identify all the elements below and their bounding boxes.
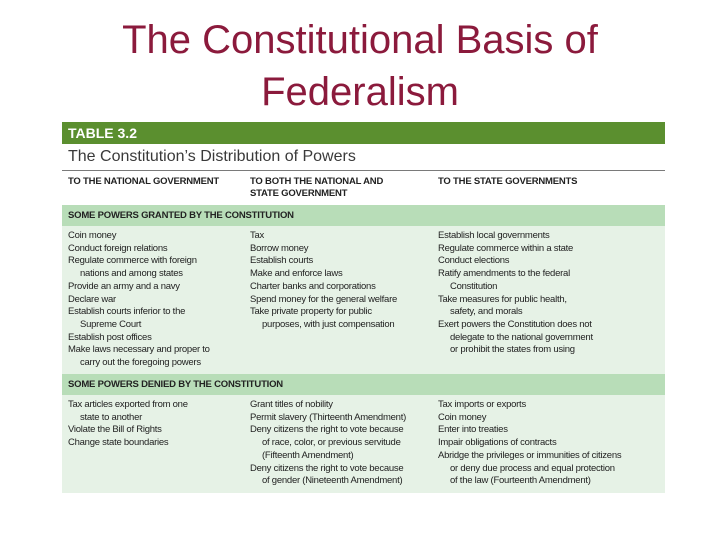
item-text: Provide an army and a navy (68, 280, 180, 292)
list-item (68, 255, 210, 280)
item-continuation: safety, and morals (450, 306, 523, 318)
item-text: Ratify amendments to the federal (438, 268, 570, 280)
item-text: Declare war (68, 293, 116, 305)
denied-state-list (438, 399, 621, 488)
item-continuation: state to another (80, 411, 143, 423)
slide-title-line-1: The Constitutional Basis of (122, 18, 598, 62)
list-item (250, 268, 397, 281)
item-text: Borrow money (250, 242, 309, 254)
column-headers (62, 171, 665, 205)
item-text: Change state boundaries (68, 437, 169, 449)
list-item (68, 230, 210, 243)
list-item (68, 294, 210, 307)
list-item (438, 319, 593, 357)
list-item (250, 281, 397, 294)
item-text: Regulate commerce with foreign (68, 255, 197, 267)
item-continuation: or prohibit the states from using (450, 344, 575, 356)
item-text: Establish courts inferior to the (68, 306, 186, 318)
item-text: Make laws necessary and proper to (68, 344, 210, 356)
list-item (438, 294, 593, 319)
item-text: Exert powers the Constitution does not (438, 318, 592, 330)
list-item (250, 243, 397, 256)
item-text: Deny citizens the right to vote because (250, 424, 404, 436)
item-text: Charter banks and corporations (250, 280, 376, 292)
item-text: Permit slavery (Thirteenth Amendment) (250, 411, 407, 423)
powers-table (62, 122, 665, 498)
item-continuation: carry out the foregoing powers (80, 357, 201, 369)
list-item (250, 255, 397, 268)
slide-title-line-2: Federalism (261, 70, 459, 114)
list-item (438, 437, 621, 450)
list-item (250, 424, 406, 462)
list-item (68, 399, 188, 424)
list-item (438, 424, 621, 437)
list-item (438, 243, 593, 256)
item-continuation: nations and among states (80, 268, 183, 280)
item-text: Establish local governments (438, 230, 550, 241)
list-item (250, 230, 397, 243)
column-header-national: TO THE NATIONAL GOVERNMENT (68, 176, 220, 187)
item-text: Take private property for public (250, 306, 372, 318)
denied-national-list (68, 399, 188, 450)
item-text: Conduct foreign relations (68, 242, 168, 254)
item-continuation: of race, color, or previous servitude (262, 437, 401, 449)
item-text: Regulate commerce within a state (438, 242, 574, 254)
section-denied-header: SOME POWERS DENIED BY THE CONSTITUTION (62, 374, 665, 395)
list-item (438, 255, 593, 268)
item-text: Coin money (68, 230, 117, 241)
column-header-state: TO THE STATE GOVERNMENTS (438, 176, 578, 187)
item-text: Take measures for public health, (438, 293, 567, 305)
item-text: Tax imports or exports (438, 399, 526, 410)
column-header-both: TO BOTH THE NATIONAL AND STATE GOVERNMENT (250, 176, 384, 199)
item-text: Abridge the privileges or immunities of citizens (438, 449, 622, 461)
section-granted-body (62, 226, 665, 374)
granted-national-list (68, 230, 210, 370)
list-item (438, 399, 621, 412)
item-continuation: delegate to the national government (450, 331, 593, 343)
item-continuation: of gender (Nineteenth Amendment) (262, 475, 403, 487)
granted-both-list (250, 230, 397, 332)
list-item (438, 412, 621, 425)
item-text: Deny citizens the right to vote because (250, 462, 404, 474)
item-text: Violate the Bill of Rights (68, 424, 162, 436)
granted-state-list (438, 230, 593, 357)
item-continuation: purposes, with just compensation (262, 318, 395, 330)
list-item (250, 412, 406, 425)
list-item (250, 463, 406, 488)
item-text: Enter into treaties (438, 424, 508, 436)
list-item (250, 399, 406, 412)
item-text: Make and enforce laws (250, 268, 343, 280)
list-item (438, 450, 621, 488)
item-continuation: or deny due process and equal protection (450, 462, 615, 474)
slide-title (0, 14, 720, 118)
list-item (68, 344, 210, 369)
item-text: Establish courts (250, 255, 314, 267)
list-item (438, 230, 593, 243)
list-item (438, 268, 593, 293)
section-denied-body (62, 395, 665, 493)
item-text: Conduct elections (438, 255, 510, 267)
list-item (68, 424, 188, 437)
denied-both-list (250, 399, 406, 488)
list-item (250, 306, 397, 331)
list-item (68, 281, 210, 294)
item-continuation: Supreme Court (80, 318, 142, 330)
item-text: Spend money for the general welfare (250, 293, 398, 305)
section-granted-header: SOME POWERS GRANTED BY THE CONSTITUTION (62, 205, 665, 226)
list-item (250, 294, 397, 307)
list-item (68, 437, 188, 450)
item-text: Grant titles of nobility (250, 399, 333, 410)
item-continuation: (Fifteenth Amendment) (262, 449, 354, 461)
item-text: Coin money (438, 411, 487, 423)
item-text: Tax (250, 230, 265, 241)
list-item (68, 243, 210, 256)
item-continuation: of the law (Fourteenth Amendment) (450, 475, 591, 487)
list-item (68, 332, 210, 345)
item-text: Impair obligations of contracts (438, 437, 557, 449)
table-subtitle: The Constitution’s Distribution of Powers (62, 144, 665, 171)
table-label: TABLE 3.2 (62, 122, 665, 144)
item-text: Tax articles exported from one (68, 399, 188, 410)
item-continuation: Constitution (450, 280, 498, 292)
item-text: Establish post offices (68, 331, 152, 343)
list-item (68, 306, 210, 331)
